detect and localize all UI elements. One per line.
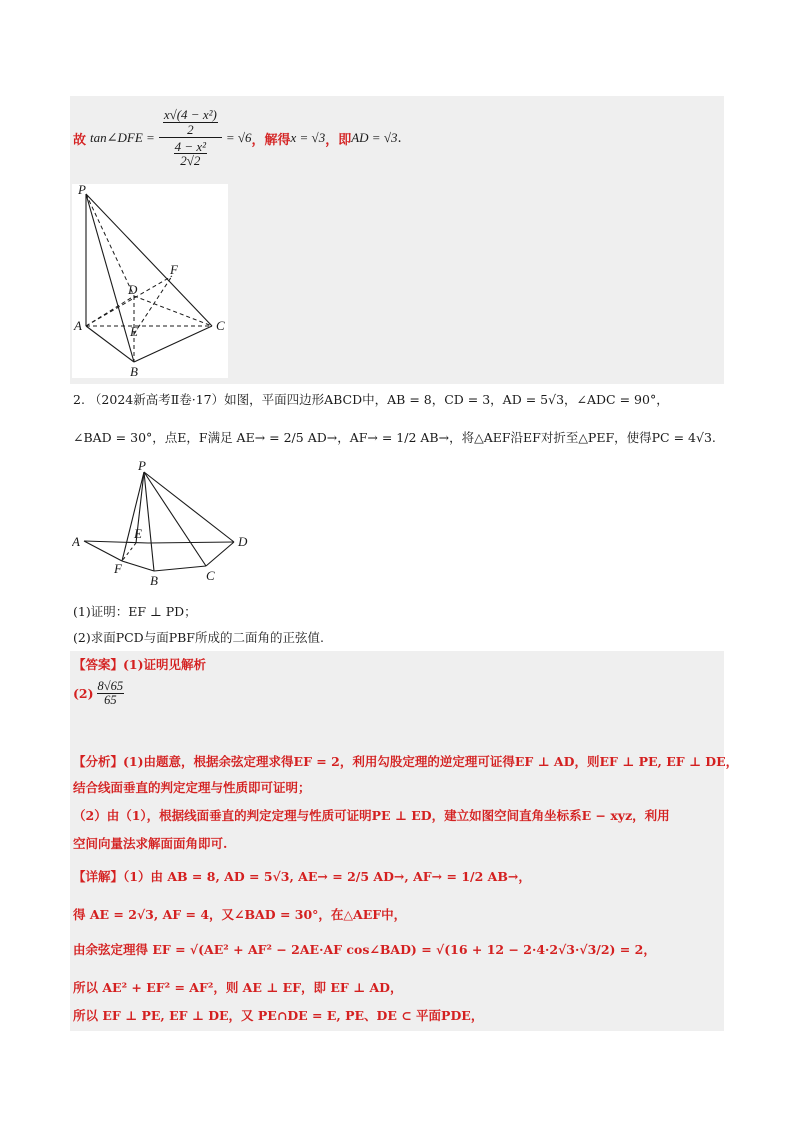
label-B1: B: [130, 364, 138, 378]
answer-part2-prefix: (2): [73, 686, 94, 702]
detail-line5: 所以 EF ⊥ PE, EF ⊥ DE，又 PE∩DE = E, PE、DE ⊂ 平面PDE，: [73, 1008, 484, 1023]
label-E1: E: [130, 324, 138, 339]
label-C2: C: [206, 568, 215, 583]
detail-tag: 【详解】: [73, 869, 124, 884]
question-1: (1)证明：EF ⊥ PD；: [73, 604, 197, 619]
analysis-line1: [73, 752, 738, 770]
problem2-line2: [73, 428, 716, 446]
question-2: (2)求面PCD与面PBF所成的二面角的正弦值.: [73, 630, 324, 645]
detail-text1: （1）由 AB = 8, AD = 5√3, AE→ = 2/5 AD→, AF→ = 1/2 AB→，: [123, 869, 531, 884]
result-eq: AD = √3: [351, 130, 398, 145]
label-E2: E: [134, 526, 142, 541]
label-A2: A: [72, 534, 80, 549]
analysis-line4: 空间向量法求解面面角即可.: [73, 836, 228, 851]
solve-eq: x = √3: [290, 130, 326, 145]
problem-line1-text: 如图，平面四边形ABCD中，AB = 8，CD = 3，AD = 5√3，∠ADC = 90°，: [224, 392, 669, 407]
answer-den: 65: [104, 693, 117, 708]
num-top: x√(4 − x²): [163, 107, 217, 123]
big-fraction: [159, 108, 222, 168]
analysis-line2: 结合线面垂直的判定定理与性质即可证明；: [73, 780, 311, 795]
problem-number: 2.: [73, 392, 85, 407]
end-period: .: [397, 130, 402, 146]
tan-equation-line: [73, 100, 402, 176]
answer-line2: [73, 680, 124, 707]
label-F1: F: [170, 262, 178, 277]
problem-source: （2024新高考Ⅱ卷·17）: [88, 392, 225, 407]
equals-sqrt6: = √6: [225, 130, 252, 145]
figure1: [72, 184, 228, 378]
num-bottom: 2: [187, 121, 194, 137]
den-bottom: 2√2: [180, 153, 201, 169]
analysis-line3: （2）由（1），根据线面垂直的判定定理与性质可证明PE ⊥ ED，建立如图空间直角坐标系E − xyz，利用: [73, 808, 670, 823]
tan-expression: tan∠DFE =: [90, 130, 155, 145]
answer-fraction: [97, 680, 125, 707]
answer-part1: (1)证明见解析: [123, 657, 207, 672]
prefix-gu: 故: [73, 132, 87, 148]
den-top: 4 − x²: [174, 138, 207, 154]
pyramid-figure-1: [72, 184, 228, 378]
answer-tag: 【答案】: [73, 657, 124, 672]
label-D2: D: [238, 534, 248, 549]
detail-line3: 由余弦定理得 EF = √(AE² + AF² − 2AE·AF cos∠BAD) = √(16 + 12 − 2·4·2√3·√3/2) = 2，: [73, 942, 656, 957]
folded-figure-2: [72, 458, 262, 590]
solve-text: ，解得: [251, 132, 291, 148]
detail-line2: 得 AE = 2√3, AF = 4，又∠BAD = 30°，在△AEF中，: [73, 907, 407, 922]
analysis-text1: (1)由题意，根据余弦定理求得EF = 2，利用勾股定理的逆定理可证得EF ⊥ AD，则EF ⊥ PE, EF ⊥ DE，: [123, 754, 739, 769]
detail-line1: [73, 867, 531, 885]
problem-line2-text: ∠BAD = 30°，点E，F满足 AE→ = 2/5 AD→，AF→ = 1/2 AB→，将△AEF沿EF对折至△PEF，使得PC = 4√3.: [73, 430, 716, 445]
problem2-line1: [73, 390, 669, 408]
answer-num: 8√65: [97, 679, 124, 693]
label-F2: F: [114, 561, 122, 576]
label-C1: C: [216, 318, 225, 333]
label-P1: P: [78, 184, 86, 197]
figure2: [72, 458, 262, 590]
answer-line1: [73, 655, 206, 673]
ji-text: ，即: [325, 132, 352, 148]
label-P2: P: [138, 458, 146, 473]
label-D1: D: [128, 282, 138, 297]
label-A1: A: [74, 318, 82, 333]
detail-line4: 所以 AE² + EF² = AF²，则 AE ⊥ EF，即 EF ⊥ AD，: [73, 980, 403, 995]
analysis-tag: 【分析】: [73, 754, 124, 769]
label-B2: B: [150, 573, 158, 588]
